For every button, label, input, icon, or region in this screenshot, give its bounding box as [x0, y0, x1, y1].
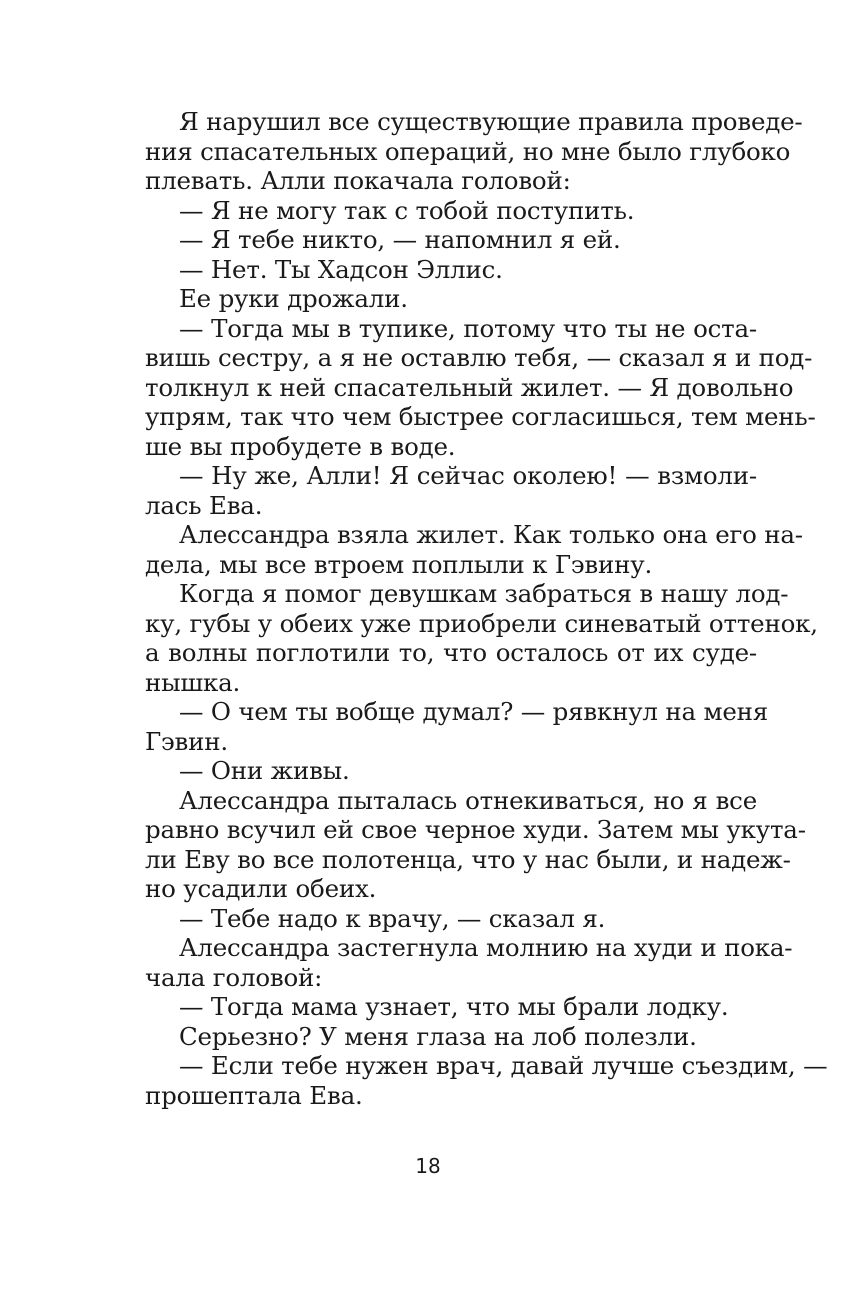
text-line: равно всучил ей свое черное худи. Затем мы укута-: [145, 815, 806, 844]
text-line: вишь сестру, а я не оставлю тебя, — сказал я и под-: [145, 343, 813, 372]
text-line: — Ну же, Алли! Я сейчас околею! — взмоли-: [179, 461, 757, 490]
text-line: — Тебе надо к врачу, — сказал я.: [179, 903, 606, 933]
text-line: — Тогда мама узнает, что мы брали лодку.: [179, 992, 729, 1021]
text-line: Серьезно? У меня глаза на лоб полезли.: [179, 1021, 697, 1051]
text-line: ку, губы у обеих уже приобрели синеватый оттенок,: [145, 608, 818, 638]
text-line: Алессандра пыталась отнекиваться, но я все: [179, 785, 757, 815]
text-line: ния спасательных операций, но мне было глубоко: [145, 136, 791, 166]
text-line: — Тогда мы в тупике, потому что ты не оста-: [179, 313, 757, 343]
text-line: — Я тебе никто, — напомнил я ей.: [179, 225, 621, 254]
text-line: толкнул к ней спасательный жилет. — Я довольно: [145, 372, 794, 402]
text-line: лась Ева.: [145, 490, 263, 520]
text-line: Алессандра взяла жилет. Как только она его на-: [179, 520, 803, 549]
text-line: нышка.: [145, 667, 241, 697]
text-line: — Они живы.: [179, 756, 350, 785]
text-line: — Нет. Ты Хадсон Эллис.: [179, 254, 503, 284]
text-line: — О чем ты вобще думал? — рявкнул на меня: [179, 697, 769, 726]
text-line: упрям, так что чем быстрее согласишься, тем мень-: [145, 402, 816, 431]
text-line: чала головой:: [145, 962, 323, 992]
text-line: плевать. Алли покачала головой:: [145, 166, 571, 195]
text-line: ли Еву во все полотенца, что у нас были, и надеж-: [145, 844, 791, 874]
text-line: — Если тебе нужен врач, давай лучше съездим, —: [179, 1051, 828, 1080]
page-number: 18: [415, 1154, 441, 1178]
text-line: Когда я помог девушкам забраться в нашу лод-: [179, 579, 789, 608]
text-line: Алессандра застегнула молнию на худи и пока-: [179, 933, 793, 962]
text-line: прошептала Ева.: [145, 1080, 363, 1110]
text-line: Гэвин.: [145, 726, 228, 756]
body-text: [145, 107, 828, 1110]
text-line: Я нарушил все существующие правила проведе-: [179, 107, 803, 136]
text-line: но усадили обеих.: [145, 874, 377, 903]
text-line: дела, мы все втроем поплыли к Гэвину.: [145, 549, 653, 579]
text-line: а волны поглотили то, что осталось от их суде-: [145, 638, 757, 667]
text-line: — Я не могу так с тобой поступить.: [179, 195, 635, 225]
text-line: ше вы пробудете в воде.: [145, 431, 456, 461]
text-line: Ее руки дрожали.: [179, 284, 408, 313]
